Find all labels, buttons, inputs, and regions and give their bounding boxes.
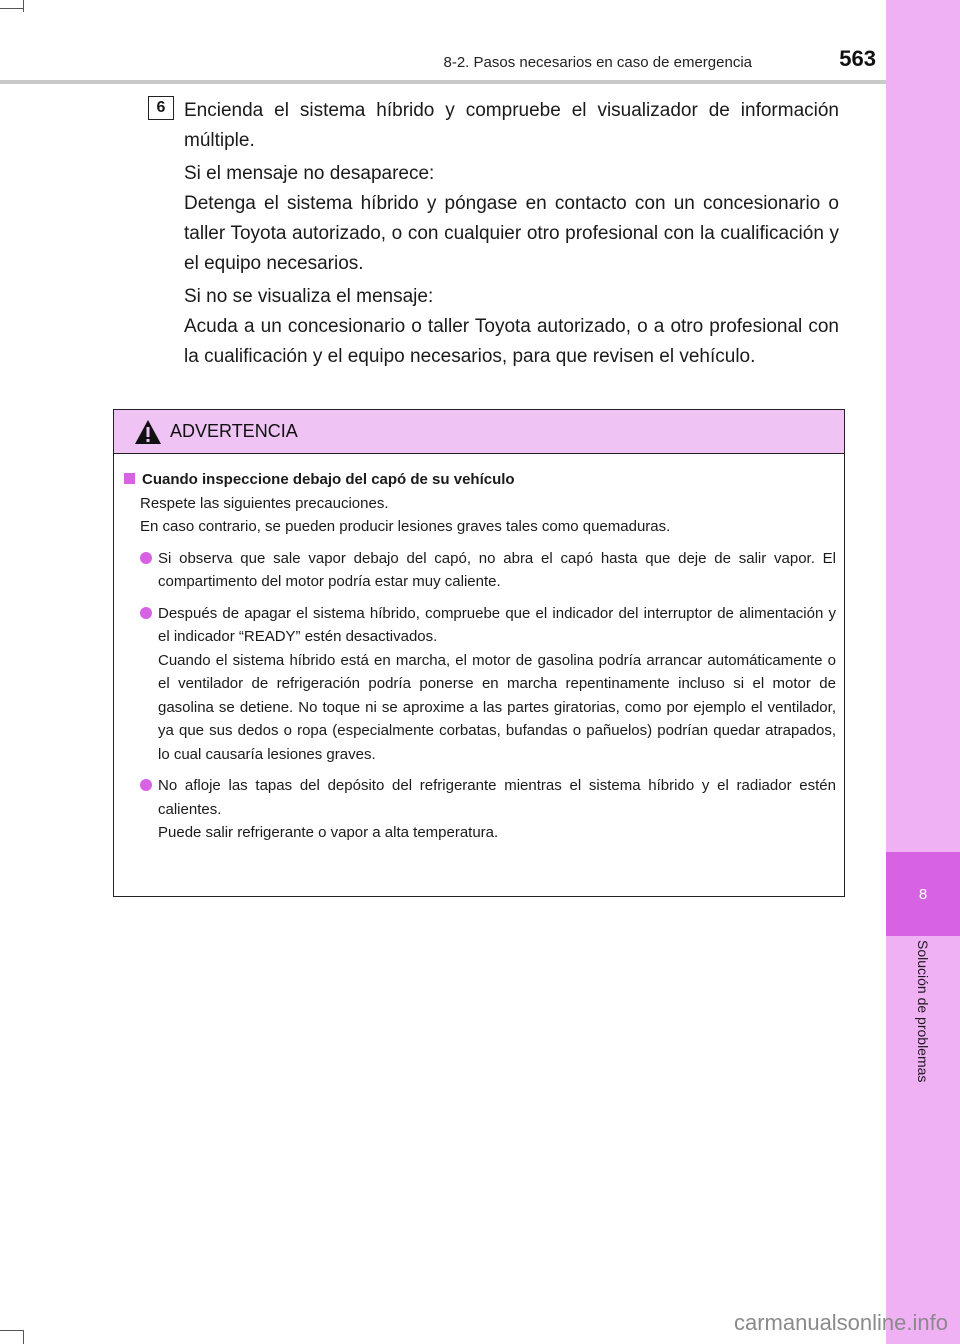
square-bullet-icon xyxy=(124,473,135,484)
warning-bullet-text: Después de apagar el sistema híbrido, compruebe que el indicador del interruptor de alimentación y el indicador “READY” estén desactivados. xyxy=(158,604,836,645)
section-title: 8-2. Pasos necesarios en caso de emergencia xyxy=(443,54,752,71)
step-para1-text: Detenga el sistema híbrido y póngase en contacto con un concesionario o taller Toyota autorizado, o con cualquier otro profesional con la cualificación y el equipo necesarios. xyxy=(184,193,839,274)
warning-triangle-icon xyxy=(134,419,162,445)
round-bullet-icon xyxy=(140,607,152,619)
warning-bullet xyxy=(124,547,836,594)
warning-intro-2: En caso contrario, se pueden producir lesiones graves tales como quemaduras. xyxy=(140,518,671,535)
crop-mark xyxy=(0,8,24,9)
header-divider xyxy=(0,80,886,84)
warning-content xyxy=(114,454,844,845)
warning-bullet xyxy=(124,774,836,845)
warning-title: ADVERTENCIA xyxy=(170,421,298,441)
warning-bullet-text: No afloje las tapas del depósito del refrigerante mientras el sistema híbrido y el radiador estén calientes. xyxy=(158,777,836,818)
step-instruction: Encienda el sistema híbrido y compruebe el visualizador de información múltiple. xyxy=(184,100,839,151)
warning-bullet-extra: Cuando el sistema híbrido está en marcha, el motor de gasolina podría arrancar automáticamente o el ventilador de refrigeración podría ponerse en marcha repentinamente incluso si el motor de gasolina se detiene. No toque ni se aproxime a las partes giratorias, como por ejemplo el ventilador, ya que sus dedos o ropa (especialmente corbatas, bufandas o pañuelos) podrían quedar atrapados, lo cual causaría lesiones graves. xyxy=(158,651,836,763)
warning-intro-1: Respete las siguientes precauciones. xyxy=(140,494,389,512)
step-number-badge: 6 xyxy=(148,96,174,120)
warning-bullet-extra: Puede salir refrigerante o vapor a alta temperatura. xyxy=(158,824,499,841)
chapter-label: Solución de problemas xyxy=(915,940,931,1083)
warning-header xyxy=(114,410,844,454)
warning-box xyxy=(113,409,845,897)
round-bullet-icon xyxy=(140,552,152,564)
crop-mark xyxy=(0,1330,24,1331)
chapter-number: 8 xyxy=(886,852,960,936)
chapter-side-tab xyxy=(886,0,960,1344)
watermark: carmanualsonline.info xyxy=(733,1310,948,1335)
warning-bullet-text: Si observa que sale vapor debajo del capó, no abra el capó hasta que deje de salir vapor. El compartimento del motor podría estar muy caliente. xyxy=(158,549,836,590)
step-para1-title: Si el mensaje no desaparece: xyxy=(184,163,435,184)
warning-subheading-text: Cuando inspeccione debajo del capó de su vehículo xyxy=(142,471,515,488)
step-para2-text: Acuda a un concesionario o taller Toyota autorizado, o a otro profesional con la cualificación y el equipo necesarios, para que revisen el vehículo. xyxy=(184,316,839,367)
crop-mark xyxy=(23,1330,24,1344)
round-bullet-icon xyxy=(140,779,152,791)
warning-bullet xyxy=(124,602,836,767)
page-number: 563 xyxy=(839,46,876,71)
crop-mark xyxy=(23,0,24,12)
step-para2-title: Si no se visualiza el mensaje: xyxy=(184,286,434,307)
warning-subheading xyxy=(124,468,836,492)
